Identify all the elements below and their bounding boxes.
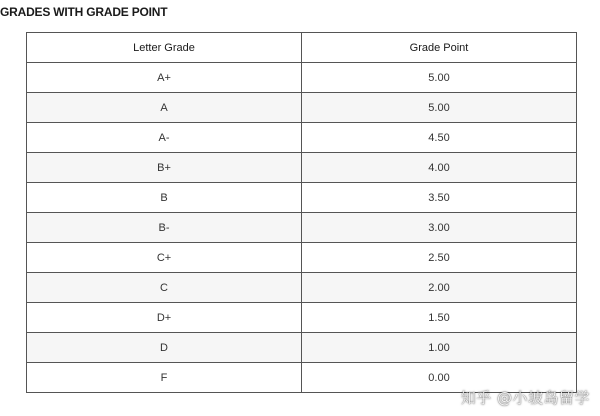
table-row [27, 243, 577, 273]
grade-point-cell: 1.50 [302, 303, 577, 333]
column-header-grade-point: Grade Point [302, 33, 577, 63]
page-title: GRADES WITH GRADE POINT [0, 5, 168, 19]
letter-grade-cell: B+ [27, 153, 302, 183]
letter-grade-cell: B- [27, 213, 302, 243]
table-row [27, 123, 577, 153]
table-row [27, 333, 577, 363]
table-row [27, 273, 577, 303]
table-row [27, 303, 577, 333]
grade-point-cell: 5.00 [302, 93, 577, 123]
letter-grade-cell: C [27, 273, 302, 303]
letter-grade-cell: D+ [27, 303, 302, 333]
table-row [27, 63, 577, 93]
table-row [27, 183, 577, 213]
grade-point-cell: 2.00 [302, 273, 577, 303]
grade-point-cell: 3.00 [302, 213, 577, 243]
grade-point-cell: 2.50 [302, 243, 577, 273]
letter-grade-cell: A+ [27, 63, 302, 93]
grade-point-cell: 5.00 [302, 63, 577, 93]
grade-point-cell: 1.00 [302, 333, 577, 363]
letter-grade-cell: B [27, 183, 302, 213]
table-row [27, 153, 577, 183]
letter-grade-cell: F [27, 363, 302, 393]
grade-point-cell: 4.00 [302, 153, 577, 183]
table-header-row [27, 33, 577, 63]
grade-point-cell: 4.50 [302, 123, 577, 153]
grades-table [26, 32, 577, 393]
table-row [27, 213, 577, 243]
letter-grade-cell: A- [27, 123, 302, 153]
grade-point-cell: 0.00 [302, 363, 577, 393]
grade-point-cell: 3.50 [302, 183, 577, 213]
letter-grade-cell: A [27, 93, 302, 123]
column-header-letter-grade: Letter Grade [27, 33, 302, 63]
letter-grade-cell: C+ [27, 243, 302, 273]
watermark: 知乎 @小坡岛留学 [460, 389, 590, 407]
letter-grade-cell: D [27, 333, 302, 363]
table-row [27, 93, 577, 123]
